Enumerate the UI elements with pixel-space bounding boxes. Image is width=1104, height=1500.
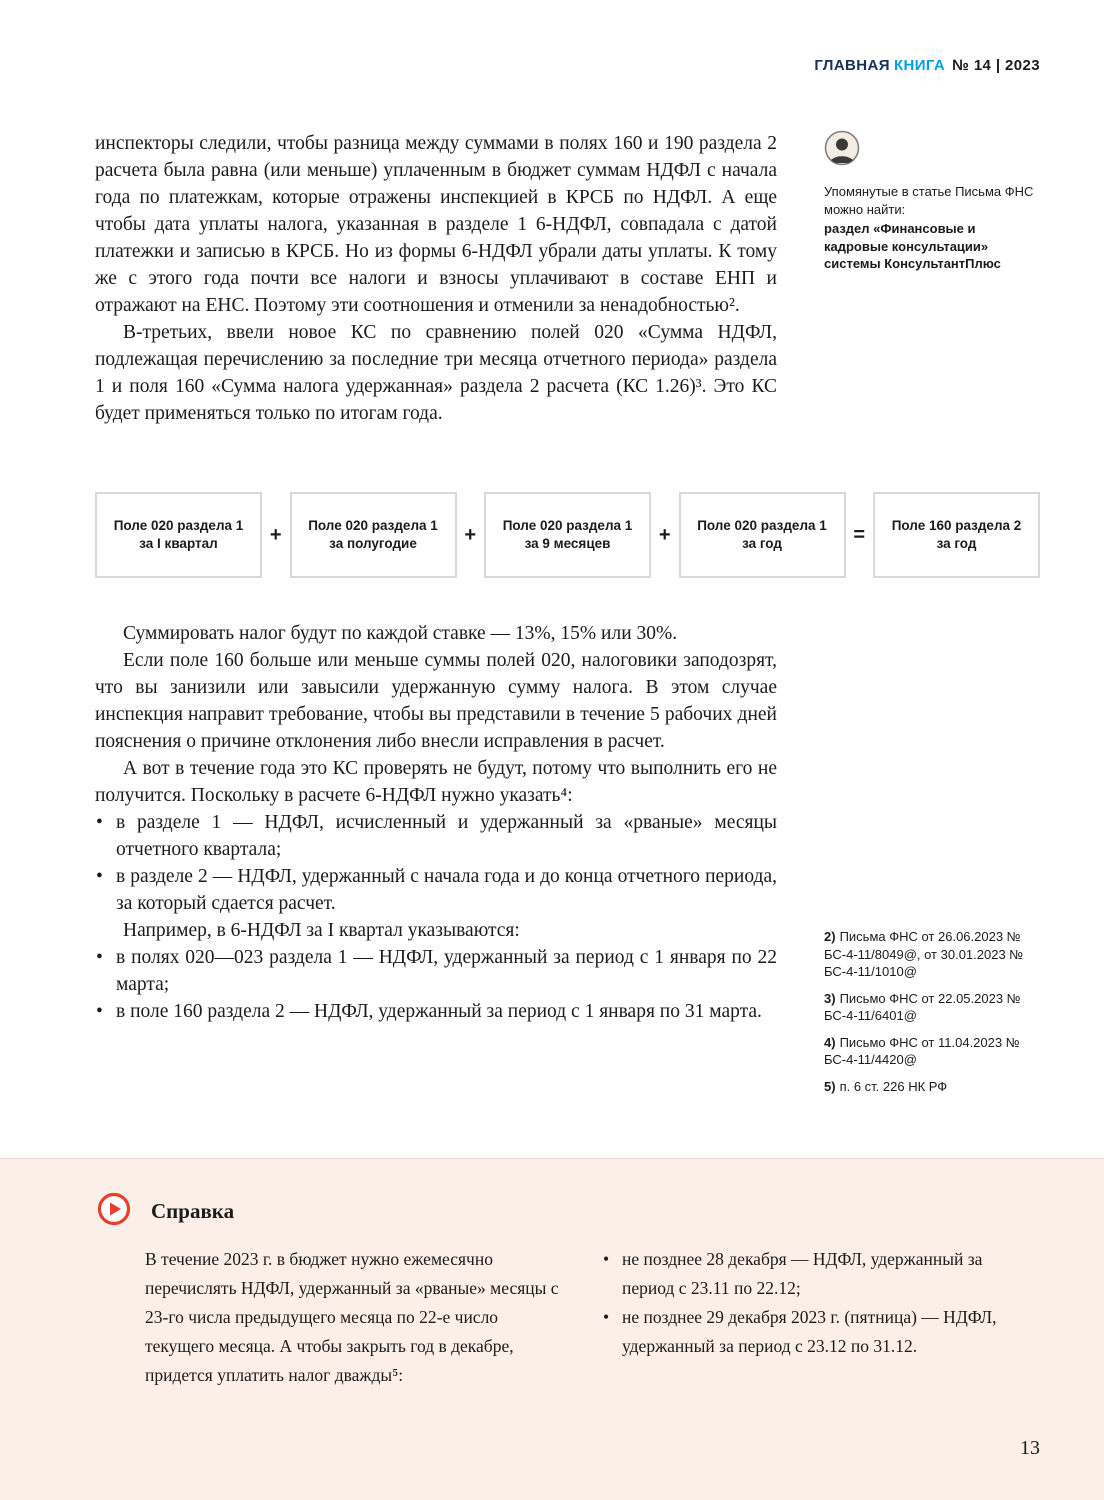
- bullet-marker: •: [603, 1249, 610, 1269]
- formula-diagram: [95, 492, 1040, 578]
- bullet-marker: •: [603, 1307, 610, 1327]
- sidebar-note: [824, 130, 1040, 427]
- footnote: [824, 928, 1040, 981]
- sidebar-note-intro: Упомянутые в статье Письма ФНС можно найти:: [824, 184, 1034, 217]
- list-item: [95, 863, 777, 917]
- list-item-text: не позднее 28 декабря — НДФЛ, удержанный за период с 23.11 по 22.12;: [622, 1249, 983, 1298]
- formula-box: [95, 492, 262, 578]
- formula-box-line: Поле 020 раздела 1: [308, 518, 438, 533]
- footnote-number: 5): [824, 1078, 836, 1094]
- footnote: [824, 1034, 1040, 1069]
- article-paragraph: Если поле 160 больше или меньше суммы полей 020, налоговики заподозрят, что вы занизили или завысили удержанную сумму налога. В этом случае инспекция направит требование, чтобы вы представили в течение 5 рабочих дней пояснения о причине отклонения либо внесли исправления в расчет.: [95, 650, 777, 752]
- issue-number: № 14 | 2023: [952, 57, 1040, 74]
- footnote-text: Письмо ФНС от 22.05.2023 № БС-4-11/6401@: [824, 990, 1021, 1023]
- formula-box-line: за I квартал: [139, 536, 218, 551]
- footnote-text: п. 6 ст. 226 НК РФ: [839, 1078, 948, 1094]
- list-item-text: в разделе 1 — НДФЛ, исчисленный и удержанный за «рваные» месяцы отчетного квартала;: [116, 812, 777, 860]
- spravka-list: [603, 1245, 1011, 1390]
- article-paragraph: Суммировать налог будут по каждой ставке — 13%, 15% или 30%.: [123, 623, 678, 644]
- list-item-text: в полях 020—023 раздела 1 — НДФЛ, удержанный за период с 1 января по 22 марта;: [116, 947, 777, 995]
- footnote: [824, 990, 1040, 1025]
- footnotes-column: [824, 620, 1040, 1104]
- bullet-marker: •: [96, 947, 103, 968]
- plus-operator: +: [464, 523, 477, 546]
- article-paragraph: А вот в течение года это КС проверять не будут, потому что выполнить его не получится. Поскольку в расчете 6-НДФЛ нужно указать⁴:: [95, 758, 777, 806]
- list-item: [95, 998, 777, 1025]
- bullet-marker: •: [96, 1001, 103, 1022]
- spravka-section: [0, 1158, 1104, 1500]
- list-item: [95, 944, 777, 998]
- footnote-number: 4): [824, 1034, 836, 1050]
- formula-box-line: за полугодие: [329, 536, 417, 551]
- formula-box-line: Поле 020 раздела 1: [697, 518, 827, 533]
- equals-operator: =: [853, 523, 866, 546]
- footnote-text: Письма ФНС от 26.06.2023 № БС-4-11/8049@, от 30.01.2023 № БС-4-11/1010@: [824, 929, 1024, 979]
- formula-box-line: за 9 месяцев: [524, 536, 611, 551]
- formula-box: [679, 492, 846, 578]
- list-item: [95, 809, 777, 863]
- formula-box-line: за год: [742, 536, 782, 551]
- spravka-header: [97, 1192, 234, 1231]
- second-article-block: [95, 620, 1040, 1104]
- sidebar-note-link[interactable]: раздел «Финансовые и кадровые консультации» системы КонсультантПлюс: [824, 221, 1001, 271]
- bullet-marker: •: [96, 812, 103, 833]
- formula-box-line: Поле 020 раздела 1: [113, 518, 244, 533]
- formula-box-line: Поле 020 раздела 1: [502, 518, 633, 533]
- footnote-text: Письмо ФНС от 11.04.2023 № БС-4-11/4420@: [824, 1034, 1020, 1067]
- list-item: [603, 1303, 1011, 1361]
- formula-box: [290, 492, 457, 578]
- list-item: [603, 1245, 1011, 1303]
- spravka-intro: В течение 2023 г. в бюджет нужно ежемесячно перечислять НДФЛ, удержанный за «рваные» месяцы с 23-го числа предыдущего месяца по 22-е число текущего месяца. А чтобы закрыть год в декабре, придется уплатить налог дважды⁵:: [145, 1249, 559, 1385]
- article-main-column: [95, 130, 777, 427]
- sidebar-note-text: [824, 183, 1040, 273]
- article-main-column: [95, 620, 777, 1104]
- author-avatar-icon: [824, 130, 1040, 171]
- list-item-text: не позднее 29 декабря 2023 г. (пятница) — НДФЛ, удержанный за период с 23.12 по 31.12.: [622, 1307, 997, 1356]
- article-paragraph: Например, в 6-НДФЛ за I квартал указываются:: [123, 920, 520, 941]
- top-article-block: [95, 130, 1040, 427]
- masthead: [814, 57, 1040, 74]
- brand-kniga: КНИГА: [893, 57, 946, 74]
- plus-operator: +: [658, 523, 671, 546]
- page-number: 13: [1020, 1437, 1040, 1459]
- formula-box: [873, 492, 1040, 578]
- list-item-text: в разделе 2 — НДФЛ, удержанный с начала года и до конца отчетного периода, за который сдается расчет.: [116, 866, 777, 914]
- footnote: [824, 1078, 1040, 1096]
- spravka-title: Справка: [151, 1199, 235, 1223]
- article-paragraph: инспекторы следили, чтобы разница между суммами в полях 160 и 190 раздела 2 расчета была равна (или меньше) уплаченным в бюджет суммам НДФЛ с начала года по платежкам, которые отражены инспекцией в КРСБ по НДФЛ. А еще чтобы дата уплаты налога, указанная в разделе 1 6-НДФЛ, совпадала с датой платежки и записью в КРСБ. Но из формы 6-НДФЛ убрали даты уплаты. К тому же с этого года почти все налоги и взносы уплачивают в составе ЕНП и отражают на ЕНС. Поэтому эти соотношения и отменили за ненадобностью².: [95, 133, 777, 316]
- plus-operator: +: [269, 523, 282, 546]
- article-paragraph: В-третьих, ввели новое КС по сравнению полей 020 «Сумма НДФЛ, подлежащая перечислению за последние три месяца отчетного периода» раздела 1 и поля 160 «Сумма налога удержанная» раздела 2 расчета (КС 1.26)³. Это КС будет применяться только по итогам года.: [95, 322, 777, 424]
- footnote-number: 3): [824, 990, 836, 1006]
- list-item-text: в поле 160 раздела 2 — НДФЛ, удержанный за период с 1 января по 31 марта.: [116, 1001, 762, 1022]
- brand-glavnaya: ГЛАВНАЯ: [814, 57, 890, 74]
- bullet-marker: •: [96, 866, 103, 887]
- play-icon: [97, 1192, 131, 1231]
- formula-box-line: за год: [936, 536, 977, 551]
- footnote-number: 2): [824, 929, 836, 944]
- formula-box: [484, 492, 651, 578]
- spravka-columns: [145, 1245, 1011, 1390]
- formula-box-line: Поле 160 раздела 2: [891, 518, 1022, 533]
